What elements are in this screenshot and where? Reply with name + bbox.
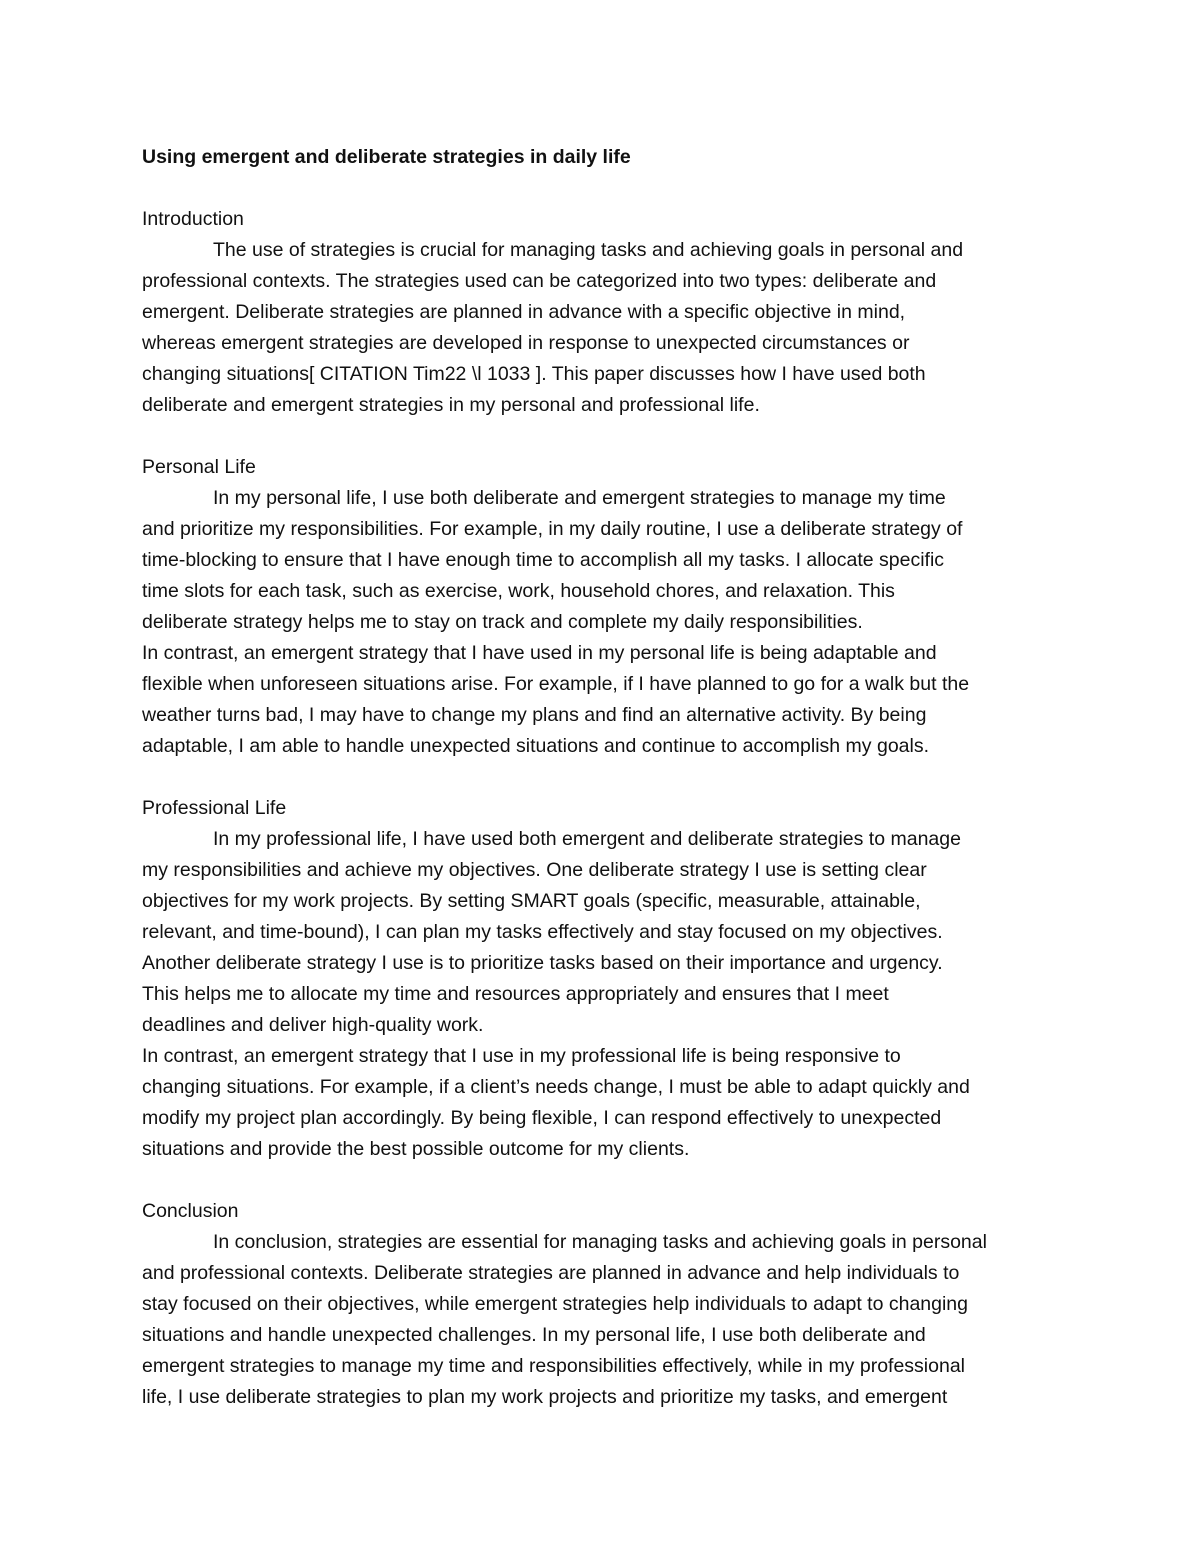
paragraph-line: In contrast, an emergent strategy that I use in my professional life is being responsive to <box>142 1045 901 1067</box>
paragraph-line: time-blocking to ensure that I have enough time to accomplish all my tasks. I allocate specific <box>142 549 945 571</box>
paragraph-line: This helps me to allocate my time and resources appropriately and ensures that I meet <box>142 983 889 1005</box>
paragraph <box>142 638 1062 762</box>
paragraph-line: my responsibilities and achieve my objectives. One deliberate strategy I use is setting clear <box>142 859 927 881</box>
paragraph-line: In my personal life, I use both deliberate and emergent strategies to manage my time <box>213 487 946 509</box>
paragraph-line: deliberate and emergent strategies in my personal and professional life. <box>142 394 760 416</box>
paragraph-line: stay focused on their objectives, while emergent strategies help individuals to adapt to changing <box>142 1293 968 1315</box>
document-title: Using emergent and deliberate strategies in daily life <box>142 146 631 168</box>
paragraph-line: deliberate strategy helps me to stay on track and complete my daily responsibilities. <box>142 611 863 633</box>
paragraph-line: situations and handle unexpected challenges. In my personal life, I use both deliberate and <box>142 1324 926 1346</box>
section-professional-life <box>142 793 1062 1165</box>
paragraph-line: emergent strategies to manage my time and responsibilities effectively, while in my professional <box>142 1355 965 1377</box>
paragraph-line: Another deliberate strategy I use is to prioritize tasks based on their importance and urgency. <box>142 952 943 974</box>
paragraph <box>142 824 1062 1041</box>
paragraph <box>142 1227 1062 1413</box>
paragraph-line: emergent. Deliberate strategies are planned in advance with a specific objective in mind, <box>142 301 906 323</box>
paragraph-line: life, I use deliberate strategies to plan my work projects and prioritize my tasks, and emergent <box>142 1386 948 1408</box>
section-heading: Conclusion <box>142 1200 239 1222</box>
paragraph-line: objectives for my work projects. By setting SMART goals (specific, measurable, attainable, <box>142 890 921 912</box>
paragraph-line: whereas emergent strategies are developed in response to unexpected circumstances or <box>142 332 910 354</box>
paragraph-line: situations and provide the best possible outcome for my clients. <box>142 1138 690 1160</box>
paragraph-line: relevant, and time-bound), I can plan my tasks effectively and stay focused on my objectives. <box>142 921 943 943</box>
paragraph-line: In my professional life, I have used both emergent and deliberate strategies to manage <box>213 828 961 850</box>
spacer <box>142 421 1062 452</box>
spacer <box>142 173 1062 204</box>
section-heading: Professional Life <box>142 797 287 819</box>
document-body <box>142 142 1062 1413</box>
section-conclusion <box>142 1196 1062 1413</box>
paragraph-line: time slots for each task, such as exercise, work, household chores, and relaxation. This <box>142 580 895 602</box>
paragraph-line: professional contexts. The strategies used can be categorized into two types: deliberate and <box>142 270 937 292</box>
section-heading: Introduction <box>142 208 244 230</box>
paragraph-line: deadlines and deliver high-quality work. <box>142 1014 484 1036</box>
paragraph-line: modify my project plan accordingly. By being flexible, I can respond effectively to unexpected <box>142 1107 942 1129</box>
paragraph <box>142 483 1062 638</box>
paragraph-line: changing situations. For example, if a client’s needs change, I must be able to adapt quickly and <box>142 1076 970 1098</box>
spacer <box>142 1165 1062 1196</box>
paragraph-line: flexible when unforeseen situations arise. For example, if I have planned to go for a walk but the <box>142 673 970 695</box>
paragraph <box>142 1041 1062 1165</box>
paragraph-line: The use of strategies is crucial for managing tasks and achieving goals in personal and <box>213 239 964 261</box>
paragraph-line: adaptable, I am able to handle unexpected situations and continue to accomplish my goals. <box>142 735 930 757</box>
paragraph <box>142 235 1062 421</box>
section-introduction <box>142 204 1062 421</box>
section-heading: Personal Life <box>142 456 256 478</box>
paragraph-line: In conclusion, strategies are essential for managing tasks and achieving goals in personal <box>213 1231 987 1253</box>
section-personal-life <box>142 452 1062 762</box>
paragraph-line: weather turns bad, I may have to change my plans and find an alternative activity. By being <box>142 704 927 726</box>
sections-container <box>142 204 1062 1413</box>
paragraph-line: and prioritize my responsibilities. For example, in my daily routine, I use a deliberate strategy of <box>142 518 963 540</box>
paragraph-line: and professional contexts. Deliberate strategies are planned in advance and help individuals to <box>142 1262 960 1284</box>
paragraph-line: In contrast, an emergent strategy that I have used in my personal life is being adaptable and <box>142 642 937 664</box>
spacer <box>142 762 1062 793</box>
paragraph-line: changing situations[ CITATION Tim22 \l 1033 ]. This paper discusses how I have used both <box>142 363 926 385</box>
